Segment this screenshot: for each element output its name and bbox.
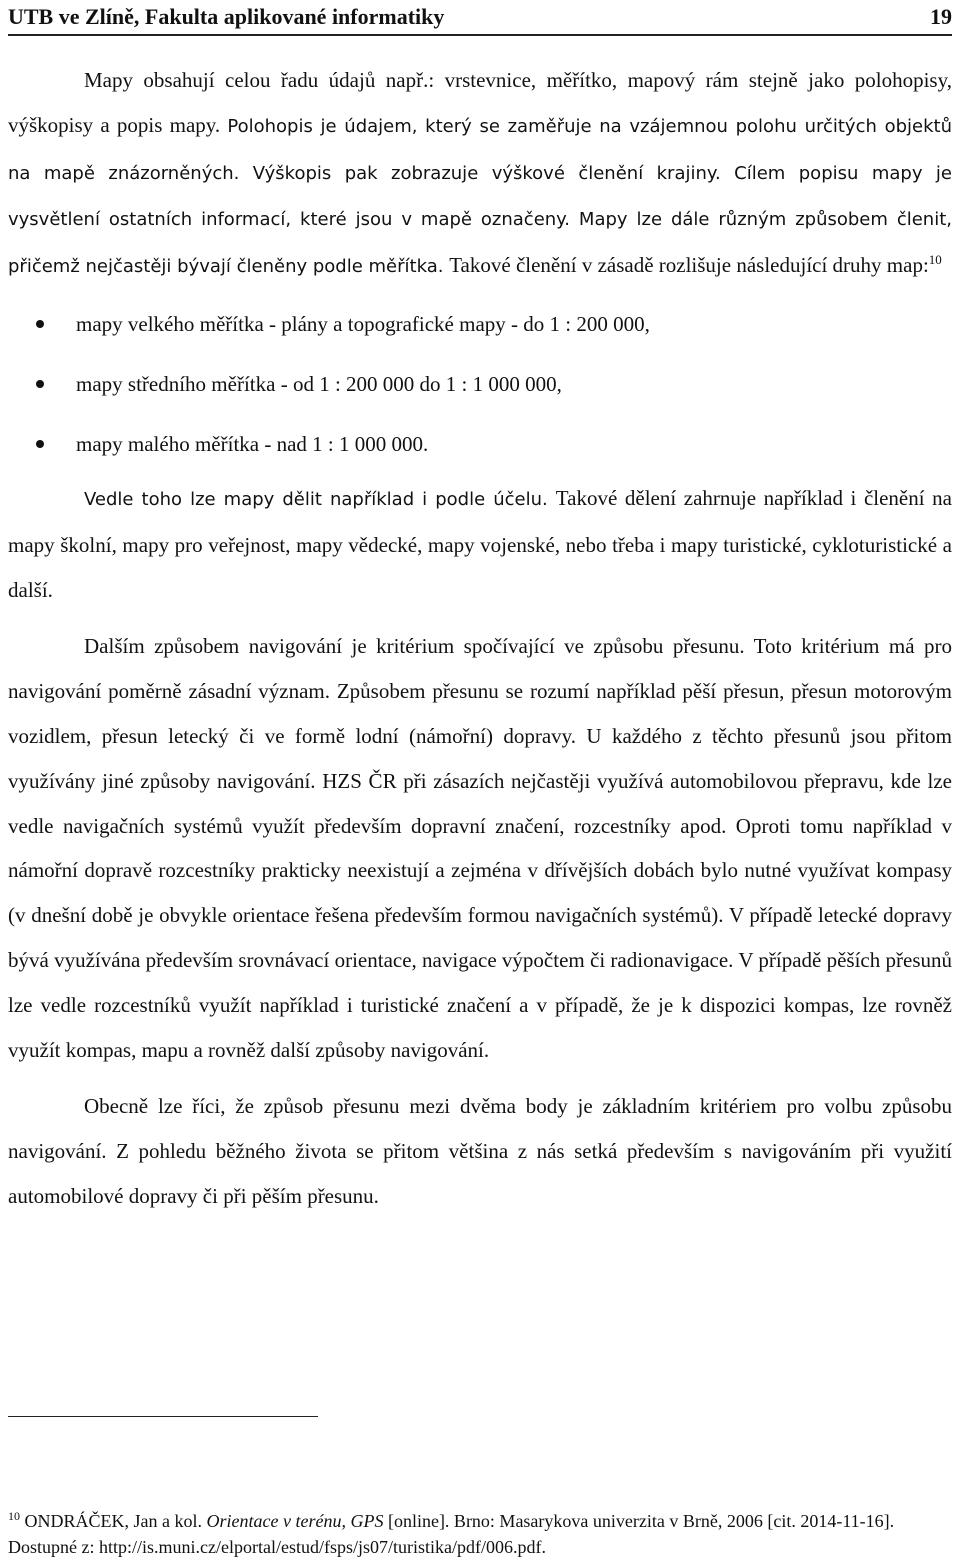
paragraph-text: Polohopis je údajem, který se zaměřuje na vzájemnou polohu určitých objektů na mapě znázorněných. Výškopis pak zobrazuje výškové členění krajiny. Cílem popisu mapy je vysvětlení ostatních informací, které jsou v mapě označeny. Mapy lze dále různým způsobem členit, přičemž nejčastěji bývají členěny podle měřítka. [8,115,952,278]
paragraph-text: Obecně lze říci, že způsob přesunu mezi dvěma body je základním kritériem pro volbu způsobu navigování. Z pohledu běžného života se přitom většina z nás setká především s navigováním při využití automobilové dopravy či při pěším přesunu. [8,1094,952,1208]
map-scale-list [8,294,952,474]
footnote-reference: 10 [928,252,942,268]
header-title: UTB ve Zlíně, Fakulta aplikované informatiky [8,4,445,29]
list-item [8,414,952,474]
paragraph-text: Takové dělení zahrnuje například i členění na mapy školní, mapy pro veřejnost, mapy vědecké, mapy vojenské, nebo třeba i mapy turistické, cykloturistické a další. [8,485,952,602]
paragraph-map-contents [8,58,952,290]
paragraph-transport-mode [8,624,952,1072]
footnote [8,1508,952,1560]
bullet-icon [36,380,44,388]
footnote-separator [8,1416,318,1417]
list-item-text: mapy středního měřítka - od 1 : 200 000 do 1 : 1 000 000, [76,371,562,396]
list-item [8,354,952,414]
bullet-icon [36,320,44,328]
paragraph-conclusion [8,1084,952,1218]
paragraph-map-purpose [8,476,952,612]
footnote-text: [online]. Brno: Masarykova univerzita v Brně, 2006 [cit. 2014-11-16]. Dostupné z: http://is.muni.cz/elportal/estud/fsps/js07/turistika/pdf/006.pdf. [8,1511,895,1557]
footnote-title: Orientace v terénu, GPS [206,1511,384,1531]
list-item-text: mapy velkého měřítka - plány a topografické mapy - do 1 : 200 000, [76,311,650,336]
paragraph-text: Mapy obsahují celou řadu údajů např.: vrstevnice, měřítko, mapový rám stejně jako polohopisy, výškopisy a popis mapy. [8,68,952,137]
list-item [8,294,952,354]
body-text [8,58,952,1219]
paragraph-text: Dalším způsobem navigování je kritérium spočívající ve způsobu přesunu. Toto kritérium má pro navigování poměrně zásadní význam. Způsobem přesunu se rozumí například pěší přesun, přesun motorovým vozidlem, přesun letecký či ve formě lodní (námořní) dopravy. U každého z těchto přesunů jsou přitom využívány jiné způsoby navigování. HZS ČR při zásazích nejčastěji využívá automobilovou přepravu, kde lze vedle navigačních systémů využít především dopravní značení, rozcestníky apod. Oproti tomu například v námořní dopravě rozcestníky prakticky neexistují a zejména v dřívějších dobách bylo nutné využívat kompasy (v dnešní době je obvykle orientace řešena především formou navigačních systémů). V případě letecké dopravy bývá využívána především srovnávací orientace, navigace výpočtem či radionavigace. V případě pěších přesunů lze vedle rozcestníků využít například i turistické značení a v případě, že je k dispozici kompas, lze rovněž využít kompas, mapu a rovněž další způsoby navigování. [8,634,952,1062]
page-number: 19 [930,4,952,29]
footnote-authors: ONDRÁČEK, Jan a kol. [24,1511,207,1531]
footnote-number: 10 [8,1509,20,1523]
list-item-text: mapy malého měřítka - nad 1 : 1 000 000. [76,431,429,456]
paragraph-text: Takové členění v zásadě rozlišuje následující druhy map: [449,253,929,278]
paragraph-text: Vedle toho lze mapy dělit například i podle účelu. [84,488,556,510]
bullet-icon [36,440,44,448]
page-header [8,0,952,36]
